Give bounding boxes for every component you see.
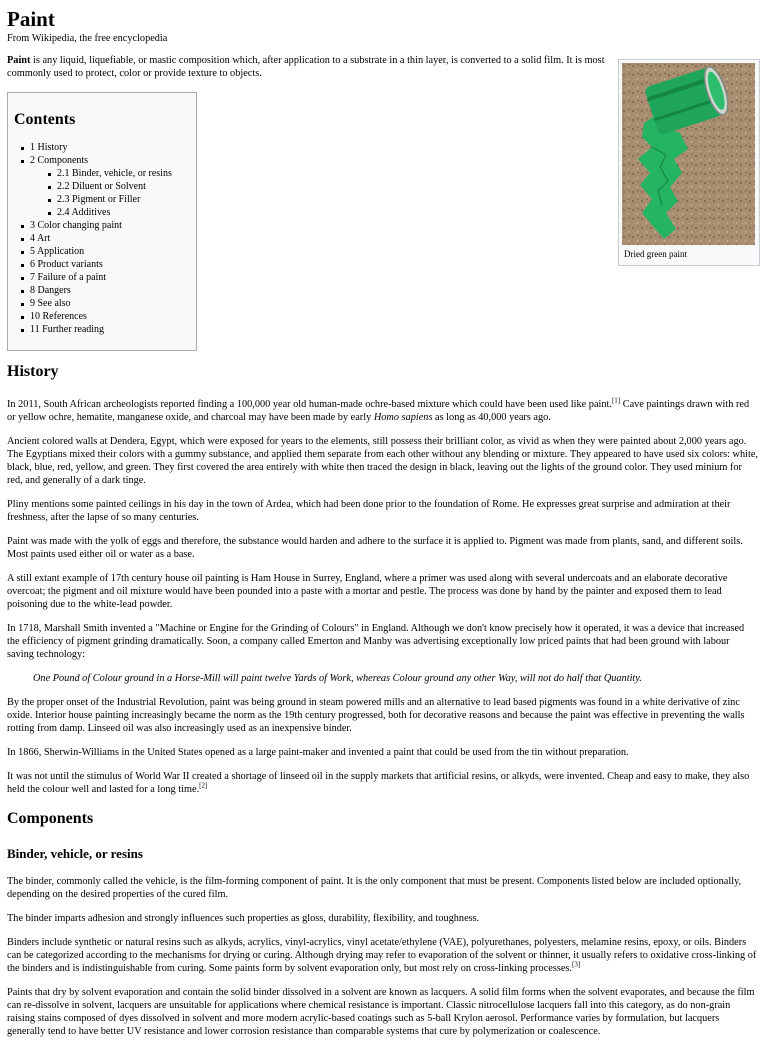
components-paragraph: The binder, commonly called the vehicle, is the film-forming component of paint. It is the only component that must be present. Components listed below are included optionally, depending on the desired properties of the cured film.: [7, 876, 742, 900]
lead-paragraph: [7, 54, 607, 80]
toc-item-components[interactable]: 2 Components: [30, 154, 172, 167]
figure-caption: Dried green paint: [624, 249, 687, 259]
lead-text: is any liquid, liquefiable, or mastic composition which, after application to a substrate in a thin layer, is converted to a solid film. It is most commonly used to protect, color or provide texture to objects.: [7, 55, 605, 79]
history-paragraph: Ancient colored walls at Dendera, Egypt, which were exposed for years to the elements, still possess their brilliant color, as vivid as when they were painted about 2,000 years ago. The Egyptians mixed their colors with a gummy substance, and applied them separate from each other without any blending or mixture. They appeared to have used six colors: white, black, blue, red, yellow, and green. They first covered the area entirely with white then traced the design in black, leaving out the lights of the ground color. They used minium for red, and generally of a dark tinge.: [7, 436, 758, 486]
citation-link[interactable]: [2]: [199, 781, 208, 790]
history-paragraph: Pliny mentions some painted ceilings in his day in the town of Ardea, which had been done prior to the foundation of Rome. He expresses great surprise and admiration at their freshness, after the lapse of so many centuries.: [7, 499, 731, 523]
history-p1-italic: Homo sapiens: [373, 412, 433, 423]
paint-can-photo[interactable]: [622, 63, 755, 245]
lead-term: Paint: [7, 55, 31, 66]
toc-item-art[interactable]: 4 Art: [30, 232, 172, 245]
history-p1-text-2: Cave paintings drawn with red or yellow ochre, hematite, manganese oxide, and charcoal may have been made by early: [7, 399, 750, 423]
history-paragraph: In 1866, Sherwin-Williams in the United States opened as a large paint-maker and invented a paint that could be used from the tin without preparation.: [7, 747, 629, 758]
history-paragraph: In 1718, Marshall Smith invented a "Machine or Engine for the Grinding of Colours" in England. Although we don't know precisely how it operated, it was a device that increased the efficiency of pigment grinding dramatically. Soon, a company called Emerton and Manby was advertising exceptionally low priced paints that had been ground with labour saving technology:: [7, 623, 745, 660]
article-content: [7, 360, 759, 1049]
toc-item-product-variants[interactable]: 6 Product variants: [30, 258, 172, 271]
history-p1-text-3: as long as 40,000 years ago.: [432, 412, 551, 423]
toc-list: [30, 141, 172, 336]
components-p3-text: Binders include synthetic or natural resins such as alkyds, acrylics, vinyl-acrylics, vinyl acetate/ethylene (VAE), polyurethanes, polyesters, melamine resins, epoxy, or oils. Binders can be categorized according to the mechanisms for drying or curing. Although drying may refer to evaporation of the solvent or thinner, it usually refers to oxidative cross-linking of the binders and is indistinguishable from curing. Some paints form by solvent evaporation only, but most rely on cross-linking processes.: [7, 937, 757, 974]
toc-item-dangers[interactable]: 8 Dangers: [30, 284, 172, 297]
history-paragraph: By the proper onset of the Industrial Revolution, paint was being ground in steam powered mills and an alternative to lead based pigments was found in a white derivative of zinc oxide. Interior house painting increasingly became the norm as the 19th century progressed, both for decorative reasons and because the paint was effective in preventing the walls rotting from damp. Linseed oil was also increasingly used as an inexpensive binder.: [7, 697, 745, 734]
toc-item-binder[interactable]: 2.1 Binder, vehicle, or resins: [57, 168, 172, 179]
history-p9-text: It was not until the stimulus of World War II created a shortage of linseed oil in the supply markets that artificial resins, or alkyds, were invented. Cheap and easy to make, they also held the colour well and lasted for a long time.: [7, 771, 750, 795]
history-paragraph: [7, 398, 759, 424]
citation-link[interactable]: [1]: [611, 396, 621, 405]
history-paragraph: Paint was made with the yolk of eggs and therefore, the substance would harden and adhere to the surface it is applied to. Pigment was made from plants, sand, and different soils. Most paints used either oil or water as a base.: [7, 536, 743, 560]
toc-item-additives[interactable]: 2.4 Additives: [57, 206, 172, 219]
toc-item-history[interactable]: 1 History: [30, 141, 172, 154]
components-paragraph: Paints that dry by solvent evaporation and contain the solid binder dissolved in a solvent are known as lacquers. A solid film forms when the solvent evaporates, and because the film can re-dissolve in solvent, lacquers are unsuitable for applications where chemical resistance is important. Classic nitrocellulose lacquers fall into this category, as do non-grain raising stains composed of dyes dissolved in solvent and more modern acrylic-based coatings such as 5-ball Krylon aerosol. Performance varies by formulation, but lacquers generally tend to have better UV resistance and lower corrosion resistance than comparable systems that cure by polymerization or coalescence.: [7, 987, 755, 1037]
page-tagline: From Wikipedia, the free encyclopedia: [7, 33, 168, 44]
toc-title: Contents: [14, 111, 76, 128]
toc-item-pigment[interactable]: 2.3 Pigment or Filler: [57, 193, 172, 206]
toc-item-further-reading[interactable]: 11 Further reading: [30, 323, 172, 336]
toc-item-diluent[interactable]: 2.2 Diluent or Solvent: [57, 180, 172, 193]
toc-item-references[interactable]: 10 References: [30, 310, 172, 323]
section-heading-history: History: [7, 363, 59, 380]
infobox-figure: [618, 59, 760, 266]
block-quote: One Pound of Colour ground in a Horse-Mill will paint twelve Yards of Work, whereas Colour ground any other Way, will not do half that Quantity.: [33, 673, 642, 684]
toc-item-failure[interactable]: 7 Failure of a paint: [30, 271, 172, 284]
history-paragraph: A still extant example of 17th century house oil painting is Ham House in Surrey, England, where a primer was used along with several undercoats and an elaborate decorative overcoat; the pigment and oil mixture would have been pounded into a paste with a mortar and pestle. The process was done by hand by the painter and exposed them to lead poisoning due to the white-lead powder.: [7, 573, 728, 610]
page-title: Paint: [7, 7, 55, 31]
citation-link[interactable]: [3]: [572, 960, 581, 969]
components-paragraph: [7, 936, 759, 975]
toc-item-application[interactable]: 5 Application: [30, 245, 172, 258]
history-paragraph: [7, 770, 759, 796]
history-p1-text: In 2011, South African archeologists reported finding a 100,000 year old human-made ochre-based mixture which could have been used like paint.: [7, 399, 612, 410]
toc-item-color-changing[interactable]: 3 Color changing paint: [30, 219, 172, 232]
table-of-contents: [7, 92, 197, 351]
toc-item-see-also[interactable]: 9 See also: [30, 297, 172, 310]
section-heading-components: Components: [7, 810, 94, 827]
components-paragraph: The binder imparts adhesion and strongly influences such properties as gloss, durability, flexibility, and toughness.: [7, 913, 480, 924]
subsection-heading-binder: Binder, vehicle, or resins: [7, 846, 143, 861]
